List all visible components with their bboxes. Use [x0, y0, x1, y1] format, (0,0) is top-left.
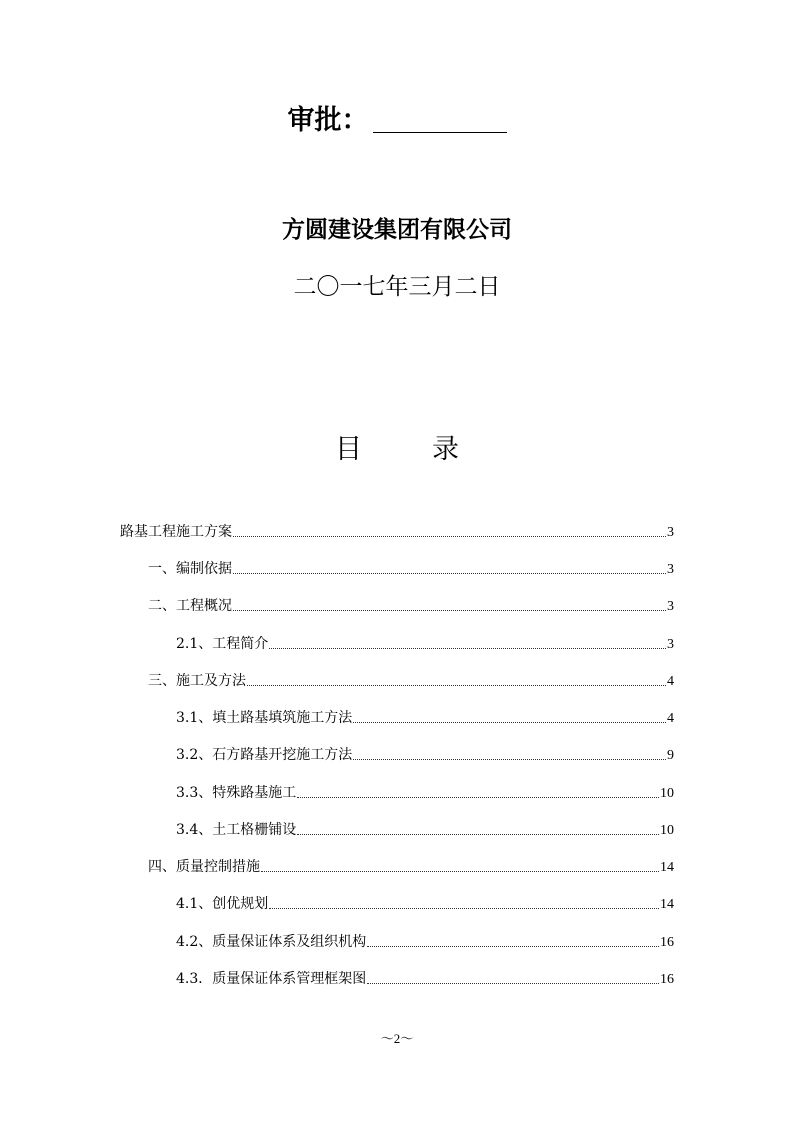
toc-entry-text: 四、质量控制措施: [148, 859, 260, 875]
toc-entry[interactable]: [176, 707, 674, 727]
toc-entry-text: 路基工程施工方案: [120, 524, 232, 540]
approval-line: [0, 98, 794, 137]
toc-heading: [0, 427, 794, 466]
toc-entry-text: 一、编制依据: [148, 561, 232, 577]
toc-entry[interactable]: [176, 633, 674, 653]
toc-entry[interactable]: [176, 819, 674, 839]
toc-entry-page: 4: [667, 711, 674, 726]
toc-entry-page: 16: [660, 935, 674, 950]
toc-entry-text: 三、施工及方法: [148, 673, 246, 689]
approval-label: 审批：: [287, 105, 369, 136]
toc-entry-text: 3.1、填土路基填筑施工方法: [176, 710, 353, 726]
toc-entry-page: 4: [667, 674, 674, 689]
toc-entry-page: 3: [667, 637, 674, 652]
toc-entry[interactable]: [176, 931, 674, 951]
toc-entry[interactable]: [176, 744, 674, 764]
toc-entry[interactable]: [176, 893, 674, 913]
toc-entry[interactable]: [176, 782, 674, 802]
toc-entry[interactable]: [148, 670, 674, 690]
toc-entry[interactable]: [120, 521, 674, 541]
toc-entry-page: 9: [667, 748, 674, 763]
toc-entry-page: 10: [660, 786, 674, 801]
toc-entry-page: 14: [660, 897, 674, 912]
toc-entry-text: 2.1、工程简介: [176, 636, 269, 652]
toc-entry-text: 二、工程概况: [148, 598, 232, 614]
page-number-footer: ～2～: [380, 1031, 414, 1046]
toc-entry[interactable]: [176, 968, 674, 988]
toc-entry-text: 4.1、创优规划: [176, 896, 269, 912]
toc-entry-text: 3.3、特殊路基施工: [176, 785, 297, 801]
toc-entry[interactable]: [148, 595, 674, 615]
toc-heading-char-2: 录: [432, 434, 459, 465]
toc-entry-page: 3: [667, 562, 674, 577]
toc-entry[interactable]: [148, 558, 674, 578]
toc-entry-text: 4.2、质量保证体系及组织机构: [176, 934, 367, 950]
toc-entry-text: 4.3．质量保证体系管理框架图: [176, 971, 367, 987]
document-date: 二〇一七年三月二日: [293, 274, 501, 300]
toc-entry-page: 10: [660, 823, 674, 838]
toc-entry-page: 16: [660, 972, 674, 987]
toc-entry[interactable]: [148, 856, 674, 876]
toc-entry-page: 3: [667, 525, 674, 540]
company-name: 方圆建设集团有限公司: [282, 216, 512, 243]
toc-entry-text: 3.2、石方路基开挖施工方法: [176, 747, 353, 763]
toc-heading-char-1: 目: [335, 434, 362, 465]
toc-entry-page: 3: [667, 599, 674, 614]
toc-entry-text: 3.4、土工格栅铺设: [176, 822, 297, 838]
toc-entry-page: 14: [660, 860, 674, 875]
approval-signature-blank: [373, 102, 507, 133]
